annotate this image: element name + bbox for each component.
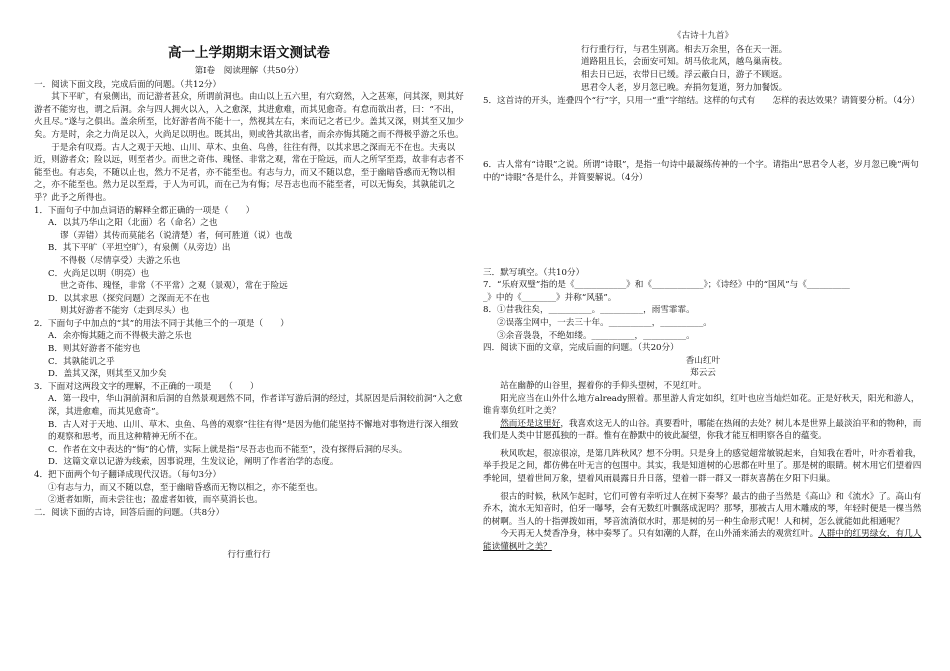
article-paragraph: 站在幽静的山谷里，握着你的手仰头望树，不见红叶。 [500, 380, 707, 391]
question-2-option: D．盖其又深，则其至又加少矣 [48, 369, 167, 380]
poem-body [483, 44, 923, 95]
question-5: 5．这首诗的开头，连叠四个“行”字，只用一“重”字绾结。这样的句式有 怎样的表达效果？请简要分析。（4分） [483, 95, 920, 106]
question-1-option: B．其下平旷（平坦空旷），有泉侧（从旁边）出 [48, 243, 231, 254]
question-1-stem: 1．下面句子中加点词语的解释全都正确的一项是（ ） [34, 205, 255, 216]
question-2-stem: 2．下面句子中加点的“其”的用法不同于其他三个的一项是（ ） [34, 318, 289, 329]
question-2-option: A．余亦悔其随之而不得极夫游之乐也 [48, 331, 192, 342]
question-2-option: C．其孰能讥之乎 [48, 356, 115, 367]
poem-source-title: 《古诗十九首》 [672, 31, 734, 41]
exam-title: 高一上学期期末语文测试卷 [168, 45, 330, 61]
article-paragraph [483, 418, 923, 443]
question-4-sentence: ②逝者如斯，而未尝往也；盈虚者如彼，而卒莫消长也。 [48, 495, 263, 506]
poem-line: 思君令人老，岁月忽已晚。弃捐勿复道，努力加餐饭。 [581, 82, 788, 93]
question-3-option: C．作者在文中表达的“悔”的心情，实际上就是指“尽吾志也而不能至”，没有探得后洞的尽头。 [48, 444, 408, 455]
underlined-sentence: 人群中的红男绿女，有几人能读懂枫叶之美？ [483, 529, 922, 553]
article-author: 郑云云 [690, 368, 716, 379]
article-paragraph-rest: ，我喜欢这无人的山谷。真要看叶，哪能在热闹的去处？树儿本是世界上最淡泊平和的物种，而我们是人类中甘愿孤独的一群。惟有在静默中的彼此凝望，你我才能互相明察各自的蕴变。 [483, 418, 922, 442]
article-paragraph-start: 今天再无人焚香净身，林中奏琴了。只有如潮的人群，在山外涌来涌去的观赏红叶。 [500, 529, 819, 540]
passage-paragraph-2: 于是余有叹焉。古人之观于天地、山川、草木、虫鱼、鸟兽，往往有得，以其求思之深而无不在也。夫夷以近，则游者众；险以远，则至者少。而世之奇伟、瑰怪、非常之观，常在于险远，而人之所罕至焉，故非有志者不能至也。有志矣，不随以止也，然力不足者，亦不能至也。有志与力，而又不随以怠，至于幽暗昏惑而无物以相之，亦不能至也。然力足以至焉，于人为可讥，而在己为有悔；尽吾志也而不能至者，可以无悔矣，其孰能讥之乎？此予之所得也。 [34, 142, 464, 203]
section-4-heading: 四．阅读下面的文章，完成后面的问题。（共20分） [483, 343, 679, 354]
article-paragraph: 很古的时候，秋风乍起时，它们可曾有幸听过人在树下奏琴？最古的曲子当然是《高山》和《流水》了。高山有乔木，流水无知音时，伯牙一曝琴，会有无数红叶飘落成泥吗？那琴，那被古人用木雕成的琴，年轻时便是一棵当然的树啊。当人的十指弹拨如雨，琴音流淌似水时，那是树的另一种生命形式呢！人和树，怎么就能如此相通呢？ [483, 491, 922, 527]
question-1-option: D．以其求思（探究问题）之深而无不在也 [48, 293, 210, 304]
question-3-stem: 3．下面对这两段文字的理解，不正确的一项是 （ ） [34, 381, 259, 392]
question-4-sentence: ①有志与力，而又不随以怠，至于幽暗昏惑而无物以相之，亦不能至也。 [48, 482, 324, 493]
part-subtitle: 第Ⅰ卷 阅读理解（共50分） [194, 66, 304, 76]
article-title: 香山红叶 [685, 355, 721, 366]
section-3-heading: 三．默写填空。（共10分） [483, 267, 585, 278]
section-2-heading: 二．阅读下面的古诗，回答后面的问题。（共8分） [34, 507, 225, 518]
poem-line: 行行重行行，与君生别离。相去万余里，各在天一涯。 [581, 44, 788, 55]
question-8-item-1: 8．①昔我往矣，__________。__________，雨雪霏霏。 [483, 305, 695, 316]
section-1-heading: 一．阅读下面文段，完成后面的问题。（共12分） [34, 79, 222, 90]
question-3-option: D．这篇文章以记游为线索，因事说理，生发议论，阐明了作者治学的态度。 [48, 457, 339, 468]
poem-title-footer: 行行重行行 [227, 550, 271, 561]
question-3-option: A．第一段中，华山洞前洞和后洞的自然景观迥然不同，作者详写游后洞的经过，其原因是后洞较前洞“入之愈深，其进愈难，而其见愈奇”。 [48, 394, 463, 418]
question-1-option: C．火尚足以明（明亮）也 [48, 268, 150, 279]
passage-paragraph-1: 其下平旷，有泉侧出，而记游者甚众，所谓前洞也。由山以上五六里，有穴窈然，入之甚寒，问其深，则其好游者不能穷也，谓之后洞。余与四人拥火以入，入之愈深，其进愈难，而其见愈奇。有怠而欲出者，曰：“不出，火且尽。”遂与之俱出。盖余所至，比好游者尚不能十一，然视其左右，来而记之者已少。盖其又深，则其至又加少矣。方是时，余之力尚足以入，火尚足以明也。既其出，则或咎其欲出者，而余亦悔其随之而不得极乎游之乐也。 [34, 92, 464, 140]
question-1-option: 谬（弄错）其传而莫能名（说清楚）者，何可胜道（说）也哉 [60, 230, 293, 241]
question-7-line-1: 7．“乐府双璧”指的是《____________》和《____________》；《诗经》中的“国风”与《__________ [483, 280, 850, 291]
question-8-item-3: ③余音袅袅，不绝如缕。__________，__________。 [497, 330, 695, 341]
article-paragraph: 阳光应当在山外什么地方already照着。那里游人肯定如织，红叶也应当灿烂如花。正是好秋天，阳光和游人，谁肯辜负红叶之美？ [483, 393, 920, 417]
right-column [483, 30, 923, 554]
left-column [34, 36, 464, 562]
poem-line: 道路阻且长，会面安可知。胡马依北风，越鸟巢南枝。 [581, 57, 788, 68]
question-4-stem: 4．把下面两个句子翻译成现代汉语。（每句3分） [34, 470, 222, 480]
poem-line: 相去日已远，衣带日已缓。浮云蔽白日，游子不顾返。 [581, 70, 788, 81]
article-paragraph: 秋风吹起，很凉很凉，是第几阵秋风？想不分明。只是身上的感觉超常敏锐起来，自知我在看叶，叶亦看着我，举手投足之间，都仿佛在叶无言的包围中。其实，我是知道树的心思都在叶里了。那是树的眼睛。树木用它们望着四季轮回，望着世间万象，望着风雨晨露日升日落，望着一群一群又一群灰喜鹊在夕阳下归巢。 [483, 448, 922, 485]
question-1-option: 世之奇伟、瑰怪，非常（不平常）之观（景观），常在于险远 [60, 281, 288, 292]
question-3-option: B．古人对于天地、山川、草木、虫鱼、鸟兽的观察“往往有得”是因为他们能坚持不懈地对事物进行深入细致的观察和思考，而且这种精神无所不在。 [48, 419, 459, 443]
underlined-sentence: 然而还是这里好 [500, 418, 561, 429]
question-1-option: A．以其乃华山之阳（北面）名（命名）之也 [48, 218, 218, 229]
question-1-option: 不得极（尽情享受）夫游之乐也 [60, 255, 181, 266]
question-7-line-2: _》中的《________》并称“风骚”。 [483, 292, 617, 303]
question-2-option: B．则其好游者不能穷也 [48, 344, 141, 355]
article-paragraph [483, 528, 923, 553]
question-6: 6．古人常有“诗眼”之说。所谓“诗眼”，是指一句诗中最凝练传神的一个字。请指出“思君令人老，岁月忽已晚”两句中的“诗眼”各是什么，并简要解说。（4分） [483, 160, 919, 183]
question-1-option: 则其好游者不能穷（走到尽头）也 [60, 306, 189, 317]
question-8-item-2: ②误落尘网中，一去三十年。__________，__________。 [497, 317, 712, 328]
